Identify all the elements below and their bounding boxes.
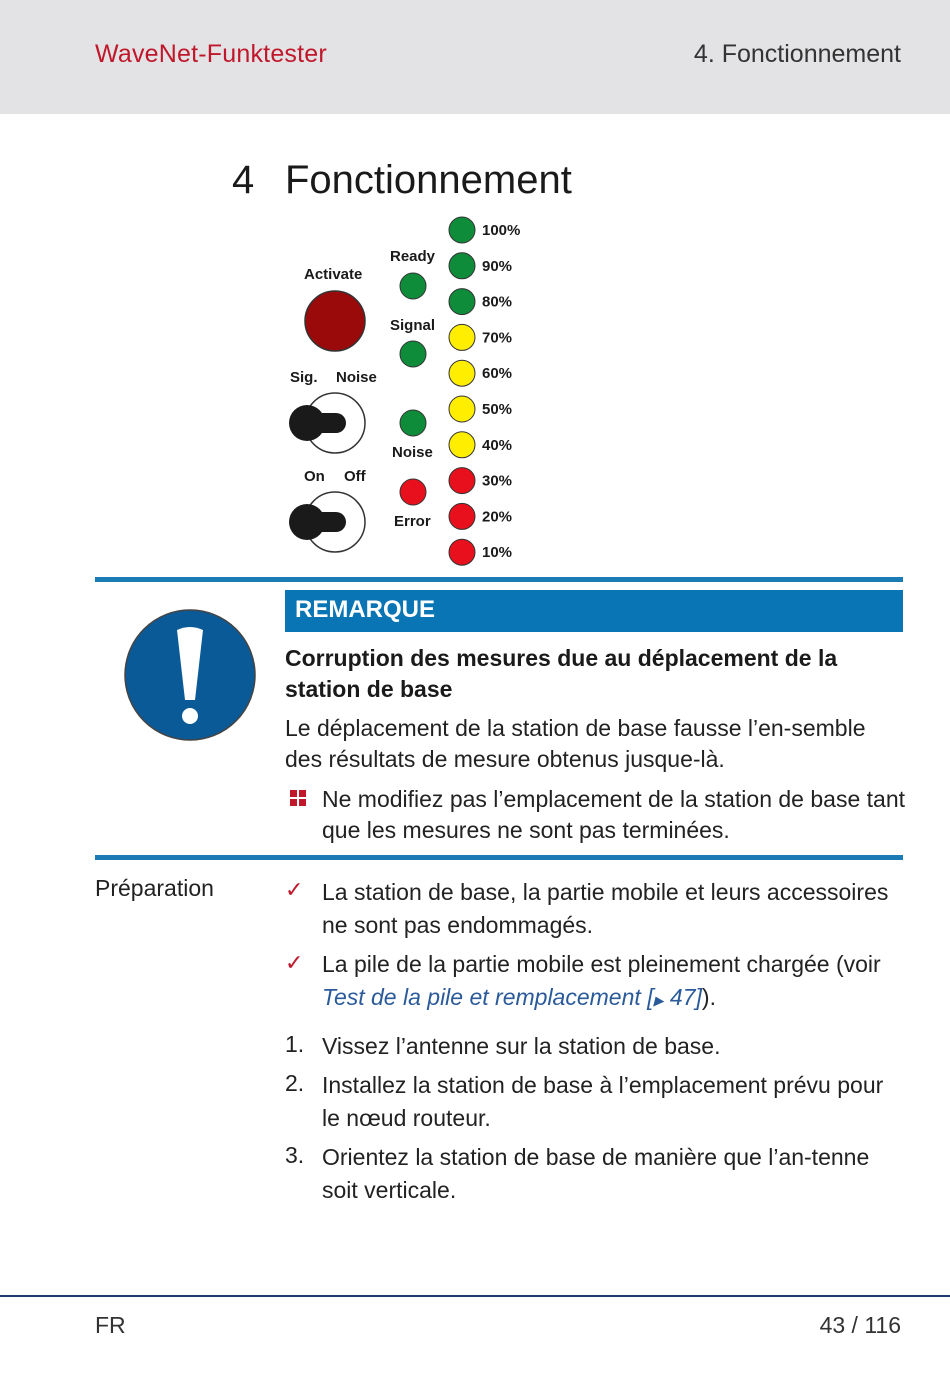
level-led-icon: [449, 432, 475, 458]
noise-switch-label: Noise: [336, 369, 377, 386]
section-number: 4: [232, 158, 255, 202]
noise-led-label: Noise: [392, 444, 433, 461]
notice-title: Corruption des mesures due au déplacement de la station de base: [285, 645, 838, 702]
level-label: 100%: [482, 222, 521, 239]
level-led-icon: [449, 217, 475, 243]
level-label: 90%: [482, 257, 513, 275]
prerequisite-2-text: La pile de la partie mobile est pleinement chargée (voir: [322, 951, 881, 977]
on-off-knob: [289, 504, 325, 540]
footer-page-number: 43 / 116: [819, 1312, 901, 1338]
step-number: 1.: [285, 1031, 305, 1057]
level-led-icon: [449, 360, 475, 386]
signal-led-icon: [400, 341, 426, 367]
remarque-label: REMARQUE: [295, 596, 436, 623]
on-label: On: [304, 468, 325, 485]
bullet-squares-icon: [290, 790, 306, 811]
page-arrow-icon: ▶: [653, 993, 664, 1008]
page-header: [0, 0, 950, 114]
level-label: 30%: [482, 472, 513, 490]
error-led-icon: [400, 479, 426, 505]
level-led-icon: [449, 289, 475, 315]
level-label: 70%: [482, 329, 513, 347]
signal-label: Signal: [390, 317, 436, 334]
level-label: 80%: [482, 293, 513, 311]
level-meter: [449, 217, 520, 565]
ready-led-icon: [400, 273, 426, 299]
checkmark-icon: ✓: [285, 877, 304, 902]
step-number: 2.: [285, 1070, 305, 1096]
level-label: 10%: [482, 544, 513, 562]
error-label: Error: [394, 513, 431, 530]
activate-button-icon: [305, 291, 365, 351]
notice-bullet-text: Ne modifiez pas l’emplacement de la station de base tant que les mesures ne sont pas terminées.: [322, 786, 905, 843]
level-led-icon: [449, 503, 475, 529]
notice-bottom-rule: [95, 855, 903, 860]
level-led-icon: [449, 396, 475, 422]
level-label: 50%: [482, 401, 513, 418]
notice-top-rule: [95, 577, 903, 582]
noise-led-icon: [400, 410, 426, 436]
footer-language: FR: [95, 1312, 126, 1338]
step-1: Vissez l’antenne sur la station de base.: [322, 1033, 721, 1059]
preparation-label: Préparation: [95, 875, 214, 901]
prerequisite-2: [322, 948, 907, 1017]
level-led-icon: [449, 468, 475, 494]
device-panel-illustration: [280, 210, 540, 575]
sig-label: Sig.: [290, 369, 318, 386]
level-label: 20%: [482, 508, 513, 526]
step-3: Orientez la station de base de manière que l’an-tenne soit verticale.: [322, 1144, 870, 1203]
sig-noise-knob: [289, 405, 325, 441]
level-led-icon: [449, 253, 475, 279]
level-led-icon: [449, 324, 475, 350]
off-label: Off: [344, 468, 366, 485]
level-led-icon: [449, 539, 475, 565]
level-label: 40%: [482, 436, 513, 454]
warning-exclamation-icon: [123, 608, 257, 747]
prerequisite-1: La station de base, la partie mobile et leurs accessoires ne sont pas endommagés.: [322, 879, 889, 938]
battery-test-link-text: Test de la pile et remplacement [: [322, 984, 654, 1010]
section-title: Fonctionnement: [285, 158, 572, 202]
footer-rule: [0, 1295, 950, 1297]
chapter-title: 4. Fonctionnement: [693, 40, 901, 68]
device-panel-svg: [280, 210, 540, 570]
checkmark-icon: ✓: [285, 950, 304, 975]
level-label: 60%: [482, 365, 513, 383]
step-2: Installez la station de base à l’emplacement prévu pour le nœud routeur.: [322, 1072, 884, 1131]
step-number: 3.: [285, 1142, 305, 1168]
activate-label: Activate: [304, 266, 363, 283]
prerequisite-2-end: ).: [701, 984, 716, 1010]
battery-test-link[interactable]: [322, 984, 702, 1010]
brand-title: WaveNet-Funktester: [95, 40, 327, 68]
remarque-bar: [285, 590, 903, 632]
ready-label: Ready: [390, 248, 436, 265]
notice-text: Le déplacement de la station de base fausse l’en-semble des résultats de mesure obtenus jusque-là.: [285, 715, 866, 772]
battery-test-link-page: 47]: [663, 984, 702, 1010]
